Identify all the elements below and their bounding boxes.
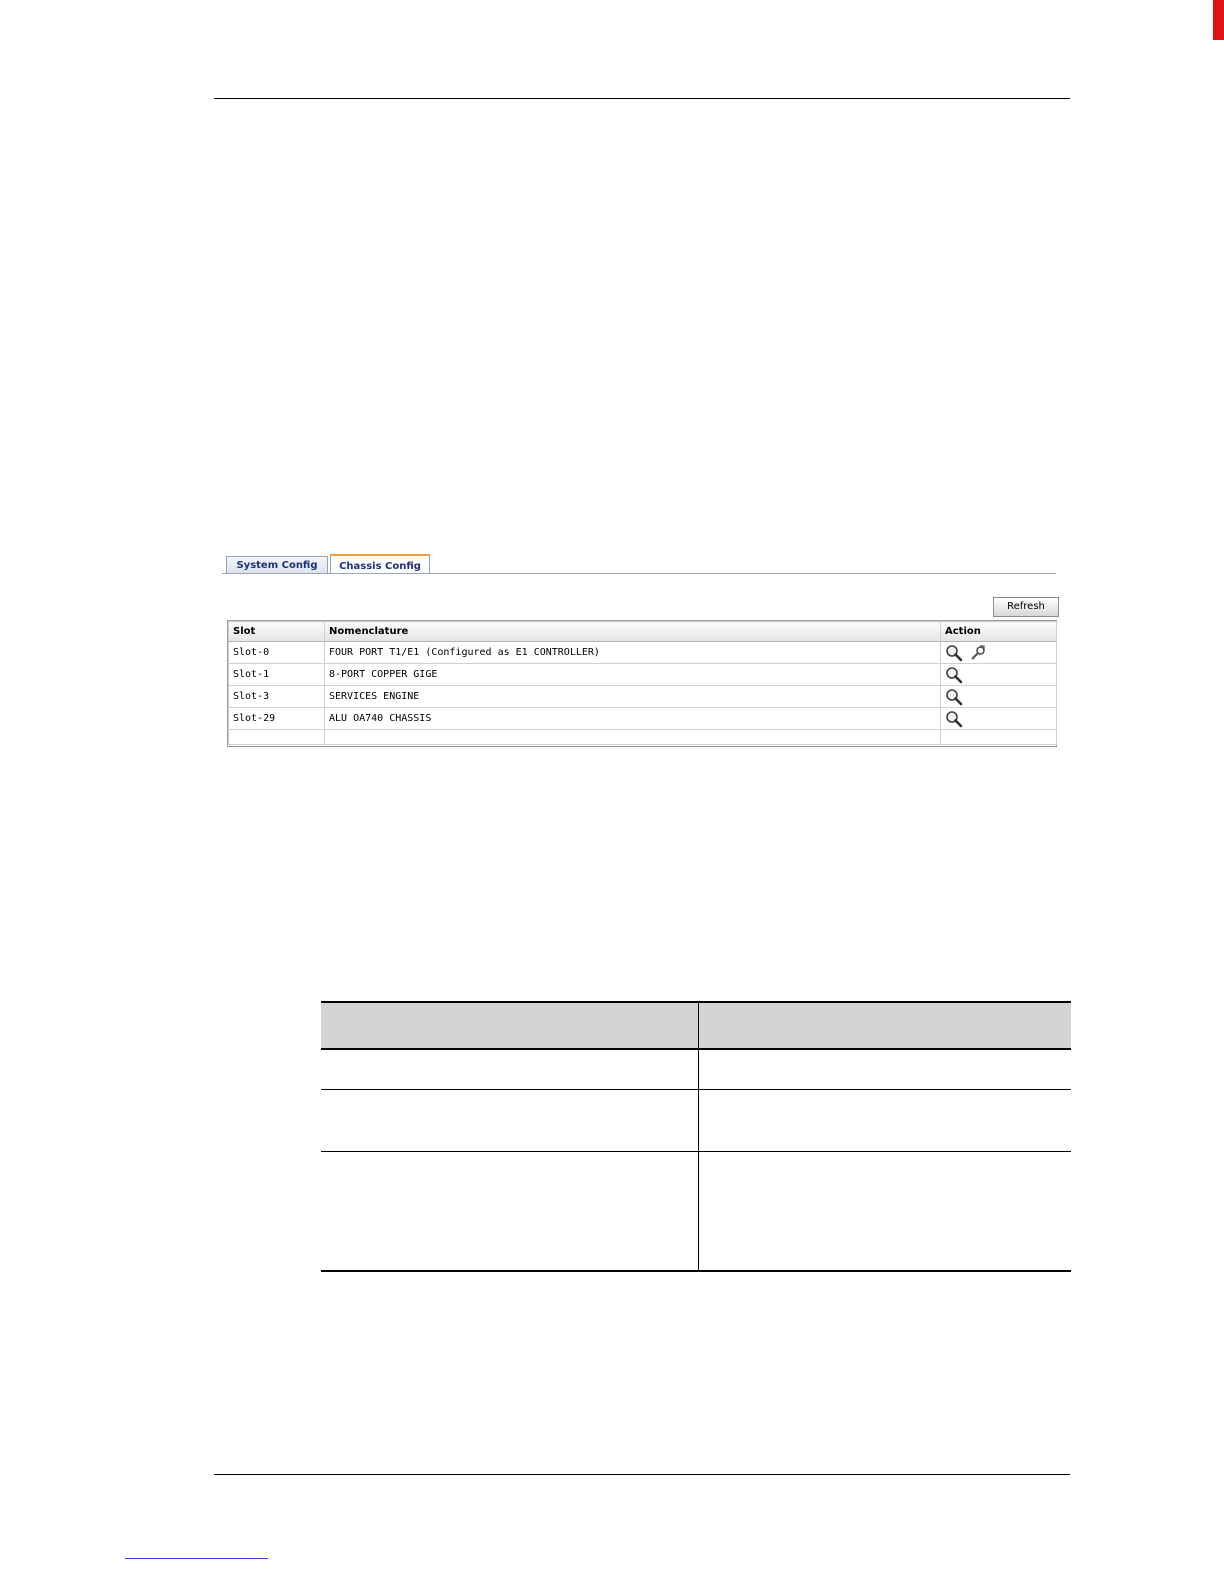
nomenclature-cell: FOUR PORT T1/E1 (Configured as E1 CONTROLLER) [325, 642, 941, 664]
description-cell [321, 1090, 698, 1152]
tab-chassis-config[interactable]: Chassis Config [330, 554, 430, 574]
column-header-action: Action [941, 622, 1057, 642]
action-cell [941, 686, 1057, 708]
magnifier-icon[interactable] [945, 710, 963, 728]
magnifier-icon[interactable] [945, 644, 963, 662]
magnifier-icon[interactable] [945, 688, 963, 706]
table-row[interactable] [229, 642, 1057, 664]
nomenclature-cell: 8-PORT COPPER GIGE [325, 664, 941, 686]
page-edge-marker [1213, 0, 1224, 40]
config-tabs [222, 554, 1058, 576]
footer-link-underline[interactable] [125, 1558, 268, 1559]
slot-table [227, 620, 1057, 747]
description-cell [698, 1049, 1071, 1090]
description-row [321, 1152, 1071, 1272]
column-header-nomenclature[interactable]: Nomenclature [325, 622, 941, 642]
description-cell [321, 1152, 698, 1272]
empty-cell [229, 730, 325, 745]
description-row [321, 1049, 1071, 1090]
slot-cell: Slot-29 [229, 708, 325, 730]
description-header-row [321, 1002, 1071, 1049]
table-header-row [229, 622, 1057, 642]
description-cell [698, 1152, 1071, 1272]
magnifier-icon[interactable] [945, 666, 963, 684]
description-header-cell [698, 1002, 1071, 1049]
slot-cell: Slot-1 [229, 664, 325, 686]
description-cell [698, 1090, 1071, 1152]
table-row[interactable] [229, 686, 1057, 708]
description-table [321, 1001, 1071, 1272]
action-cell [941, 664, 1057, 686]
empty-cell [325, 730, 941, 745]
refresh-button[interactable]: Refresh [993, 597, 1059, 617]
header-rule [214, 98, 1070, 99]
column-header-slot[interactable]: Slot [229, 622, 325, 642]
footer-rule [214, 1474, 1070, 1475]
tab-baseline [222, 573, 1056, 574]
slot-cell: Slot-3 [229, 686, 325, 708]
description-row [321, 1090, 1071, 1152]
action-cell [941, 708, 1057, 730]
nomenclature-cell: ALU OA740 CHASSIS [325, 708, 941, 730]
tab-system-config[interactable]: System Config [226, 556, 328, 573]
action-cell [941, 642, 1057, 664]
slot-cell: Slot-0 [229, 642, 325, 664]
nomenclature-cell: SERVICES ENGINE [325, 686, 941, 708]
table-row[interactable] [229, 708, 1057, 730]
empty-cell [941, 730, 1057, 745]
description-header-cell [321, 1002, 698, 1049]
configure-icon[interactable] [969, 644, 987, 662]
description-cell [321, 1049, 698, 1090]
table-empty-row [229, 730, 1057, 745]
table-row[interactable] [229, 664, 1057, 686]
